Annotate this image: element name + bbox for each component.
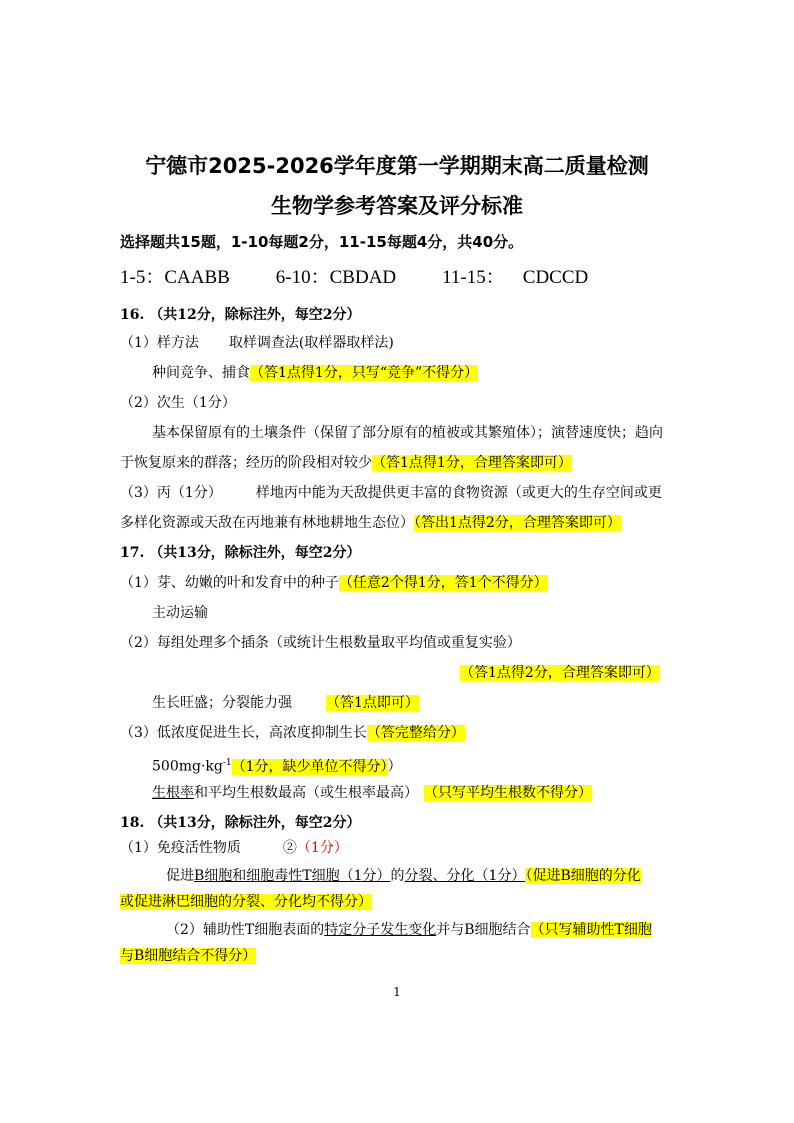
mc-answers-1-5: 1-5：CAABB: [120, 267, 230, 288]
q17-close-paren: ）: [387, 758, 402, 775]
q18-answer-2d: 分裂、分化（1分）: [404, 868, 526, 884]
q17-line7: [152, 753, 402, 777]
q17-line2: 主动运输: [152, 605, 208, 621]
q18-scoring-note-2b: 与B细胞结合不得分）: [120, 948, 257, 964]
q16-line7: [120, 513, 621, 533]
q18-answer-1a: （1）免疫活性物质: [120, 840, 241, 856]
q17-answer-6: （3）低浓度促进生长，高浓度抑制生长: [120, 725, 367, 741]
q18-line4: [166, 920, 652, 940]
q16-answer-2: 种间竞争、捕食: [152, 365, 250, 381]
q18-scoring-note-1b: 或促进淋巴细胞的分裂、分化均不得分）: [120, 894, 372, 910]
q16-answer-6b: 样地丙中能为天敌提供更丰富的食物资源（或更大的生存空间或更: [255, 485, 662, 501]
q17-answer-8a: 生根率: [152, 785, 194, 801]
q16-answer-6a: （3）丙（1分）: [120, 485, 222, 501]
q18-points-red: （1分）: [296, 840, 348, 856]
document-subtitle: 生物学参考答案及评分标准: [271, 194, 523, 218]
q16-line3: （2）次生（1分）: [120, 395, 236, 411]
q17-scoring-note-2: （答1点得2分，合理答案即可）: [460, 665, 660, 681]
document-title: 宁德市2025-2026学年度第一学期期末高二质量检测: [145, 154, 649, 178]
q18-answer-2b: B细胞和细胞毒性T细胞（1分）: [194, 868, 391, 884]
q17-answer-7: 500mg·kg: [152, 758, 223, 775]
q17-scoring-note-1: （任意2个得1分，答1个不得分）: [338, 575, 548, 591]
q18-scoring-note-1a: （促进B细胞的分化: [525, 868, 641, 884]
q16-line4: 基本保留原有的土壤条件（保留了部分原有的植被或其繁殖体）；演替速度快；趋向: [152, 425, 663, 441]
q17-scoring-note-4: （答完整给分）: [366, 725, 465, 741]
mc-header: 选择题共15题，1-10每题2分，11-15每题4分，共40分。: [120, 233, 524, 251]
q16-scoring-note-2: （答1点得1分，合理答案即可）: [372, 455, 572, 471]
q16-answer-5: 于恢复原来的群落；经历的阶段相对较少: [120, 455, 372, 471]
q16-answer-1b: 取样调查法(取样器取样法): [228, 335, 394, 351]
q17-answer-5: 生长旺盛；分裂能力强: [152, 695, 292, 711]
q18-answer-2a: 促进: [166, 868, 194, 884]
q16-line2: [152, 363, 478, 383]
q17-line5: [152, 693, 419, 713]
q18-answer-4a: （2）辅助性T细胞表面的: [166, 922, 325, 938]
q18-header: 18. （共13分，除标注外，每空2分）: [120, 815, 361, 831]
q18-answer-4b: 特定分子发生变化: [324, 922, 437, 938]
q18-answer-4c: 并与B细胞结合: [436, 922, 531, 938]
q16-line5: [120, 453, 572, 473]
q17-line8: [152, 783, 592, 803]
q18-line3: [120, 892, 372, 912]
q16-scoring-note-3: （答出1点得2分，合理答案即可）: [414, 515, 621, 531]
q17-scoring-note-3: （答1点即可）: [326, 695, 419, 711]
q17-line6: [120, 723, 465, 743]
q17-scoring-note-6: （只写平均生根数不得分）: [424, 785, 592, 801]
q16-answer-1a: （1）样方法: [120, 335, 199, 351]
q17-answer-1: （1）芽、幼嫩的叶和发育中的种子: [120, 575, 339, 591]
mc-answers-11-15-label: 11-15：: [442, 267, 505, 288]
q16-line6: [120, 483, 662, 503]
q18-scoring-note-2a: （只写辅助性T细胞: [530, 922, 652, 938]
q18-answer-2c: 的: [390, 868, 405, 884]
q17-line3: （2）每组处理多个插条（或统计生根数量取平均值或重复实验）: [120, 635, 521, 651]
q18-line5: [120, 946, 256, 966]
q16-answer-7: 多样化资源或天敌在丙地兼有林地耕地生态位）: [120, 515, 414, 531]
page-number: 1: [393, 985, 401, 999]
q16-line1: [120, 333, 394, 353]
q18-line1: [120, 838, 348, 858]
mc-answers-6-10: 6-10：CBDAD: [275, 267, 397, 288]
q18-line2: [166, 866, 641, 886]
q17-line4: [460, 663, 660, 683]
q17-unit-superscript: -1: [222, 758, 232, 768]
q16-header: 16. （共12分，除标注外，每空2分）: [120, 307, 361, 323]
q18-answer-1b: ②: [282, 840, 297, 856]
mc-answers: [120, 266, 588, 290]
mc-answers-11-15: CDCCD: [522, 267, 589, 288]
q17-header: 17. （共13分，除标注外，每空2分）: [120, 545, 361, 561]
q16-scoring-note-1: （答1点得1分，只写“竞争”不得分）: [250, 365, 479, 381]
q17-answer-8b: 和平均生根数最高（或生根率最高）: [194, 785, 418, 801]
q17-scoring-note-5: （1分，缺少单位不得分）: [231, 758, 388, 775]
q17-line1: [120, 573, 548, 593]
